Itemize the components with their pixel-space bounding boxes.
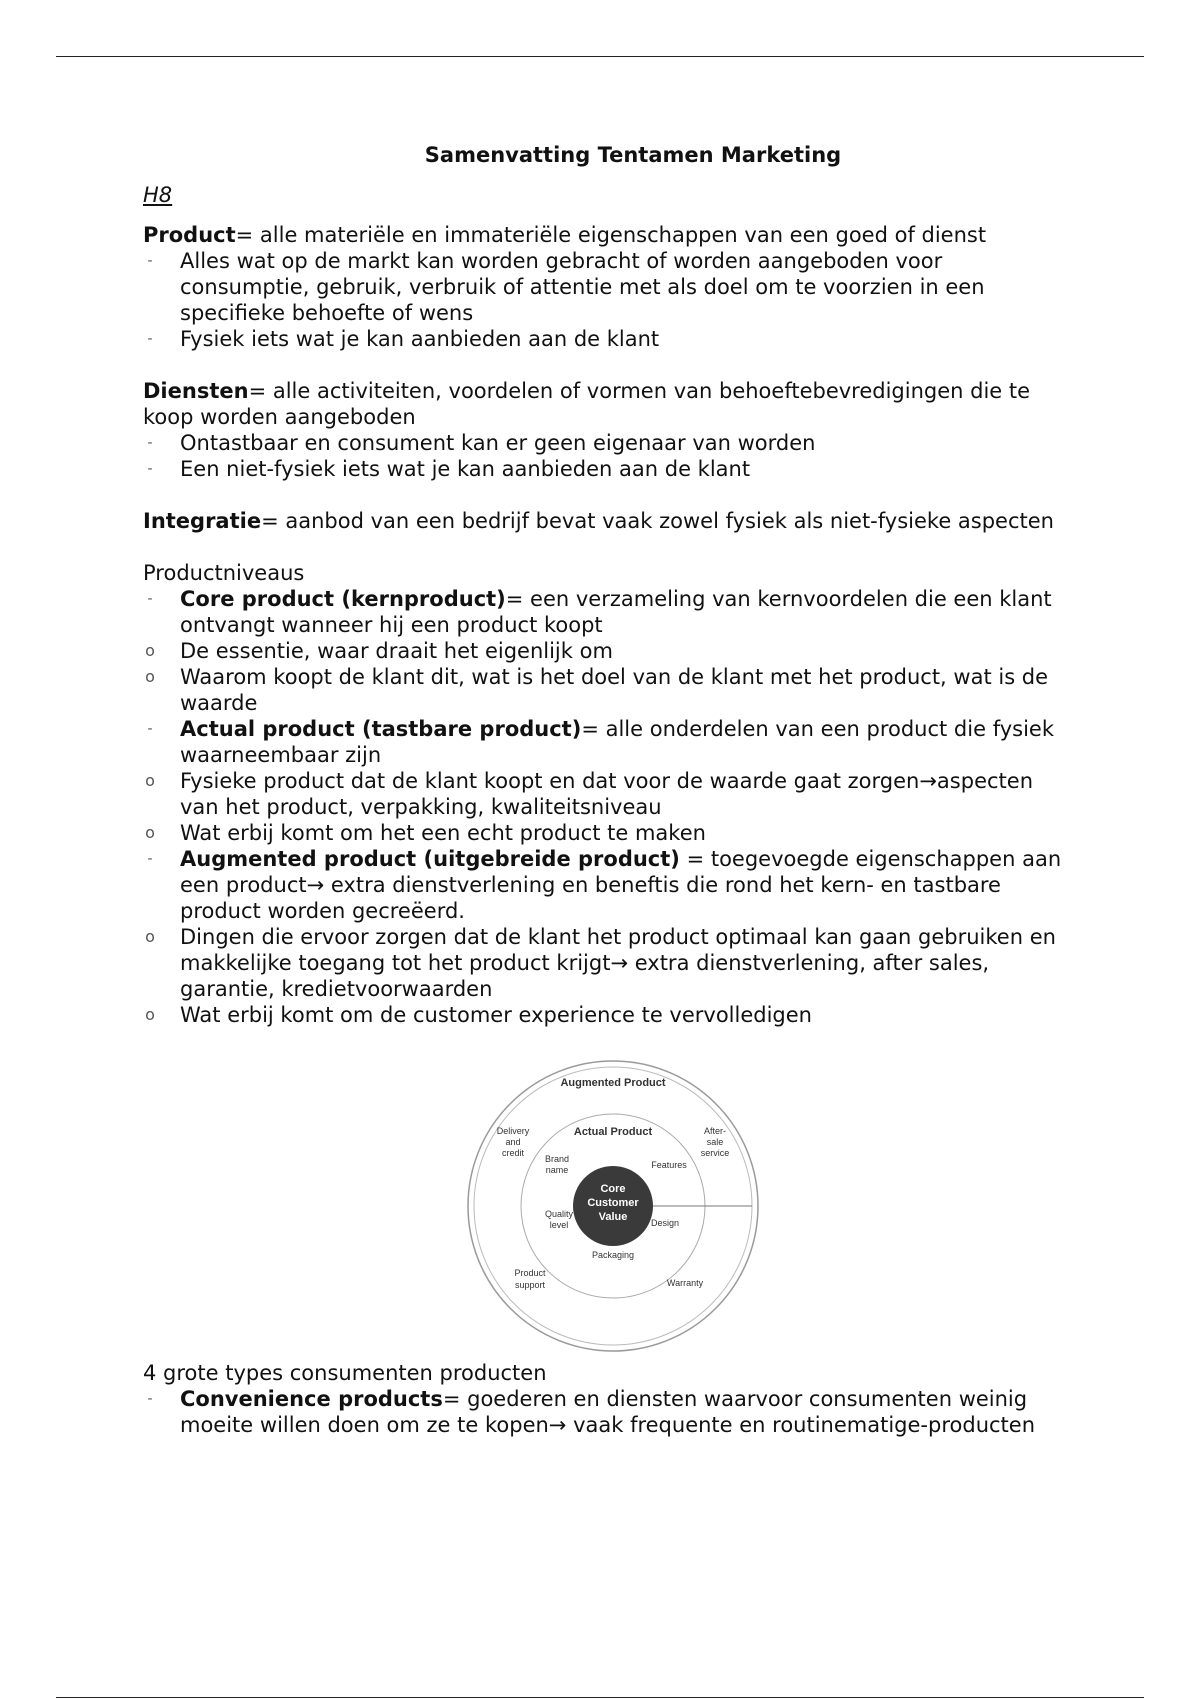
dash-marker: - bbox=[147, 1391, 153, 1407]
core-label-2: Customer bbox=[587, 1197, 639, 1209]
productniveaus-heading: Productniveaus bbox=[143, 561, 305, 585]
list-item: o Waarom koopt de klant dit, wat is het doel van de klant met het product, wat is de waarde bbox=[143, 664, 1063, 716]
core-label-1: Core bbox=[600, 1183, 626, 1195]
types-heading: 4 grote types consumenten producten bbox=[143, 1361, 547, 1385]
product-levels-figure bbox=[143, 1056, 1063, 1358]
product-definition-text: = alle materiële en immateriële eigenschappen van een goed of dienst bbox=[235, 223, 987, 247]
integratie-term: Integratie bbox=[143, 509, 262, 533]
product-definition bbox=[143, 222, 1063, 248]
diensten-bullets bbox=[143, 430, 1063, 482]
productniveaus-list bbox=[143, 586, 1063, 1028]
brand-label-1: Brand bbox=[544, 1154, 570, 1164]
circle-marker: o bbox=[145, 823, 155, 842]
delivery-label-2: and bbox=[505, 1137, 521, 1147]
support-label-2: support bbox=[514, 1280, 546, 1290]
dash-marker: - bbox=[147, 331, 153, 347]
dash-marker: - bbox=[147, 721, 153, 737]
chapter-heading: H8 bbox=[143, 183, 173, 207]
list-item-actual-product: - Actual product (tastbare product)= alle onderdelen van een product die fysiek waarneembaar zijn bbox=[143, 716, 1063, 768]
packaging-label: Packaging bbox=[591, 1250, 635, 1260]
dash-marker: - bbox=[147, 253, 153, 269]
footer-rule bbox=[56, 1697, 1144, 1698]
aftersale-label-2: sale bbox=[706, 1137, 724, 1147]
list-item: o Wat erbij komt om de customer experience te vervolledigen bbox=[143, 1002, 1063, 1028]
actual-product-label: Actual Product bbox=[573, 1126, 653, 1138]
types-list bbox=[143, 1386, 1063, 1438]
product-levels-diagram bbox=[463, 1056, 767, 1356]
diensten-term: Diensten bbox=[143, 379, 249, 403]
list-item: o De essentie, waar draait het eigenlijk om bbox=[143, 638, 1063, 664]
core-label-3: Value bbox=[598, 1211, 628, 1223]
list-item: o Wat erbij komt om het een echt product te maken bbox=[143, 820, 1063, 846]
document-title: Samenvatting Tentamen Marketing bbox=[424, 143, 842, 167]
list-item: - Alles wat op de markt kan worden gebracht of worden aangeboden voor consumptie, gebruik, verbruik of attentie met als doel om te voorzien in een specifieke behoefte of wens bbox=[143, 248, 1063, 326]
aftersale-label-1: After- bbox=[703, 1126, 727, 1136]
product-bullets bbox=[143, 248, 1063, 352]
circle-marker: o bbox=[145, 771, 155, 790]
dash-marker: - bbox=[147, 435, 153, 451]
list-item: o Fysieke product dat de klant koopt en dat voor de waarde gaat zorgen→aspecten van het product, verpakking, kwaliteitsniveau bbox=[143, 768, 1063, 820]
quality-label-1: Quality bbox=[544, 1209, 574, 1219]
list-item-convenience: - Convenience products= goederen en diensten waarvoor consumenten weinig moeite willen doen om ze te kopen→ vaak frequente en routinematige-producten bbox=[143, 1386, 1063, 1438]
quality-label-2: level bbox=[549, 1220, 569, 1230]
circle-marker: o bbox=[145, 1005, 155, 1024]
features-label: Features bbox=[651, 1160, 687, 1170]
dash-marker: - bbox=[147, 461, 153, 477]
diensten-definition bbox=[143, 378, 1063, 430]
dash-marker: - bbox=[147, 851, 153, 867]
support-label-1: Product bbox=[514, 1268, 546, 1278]
list-item-augmented-product: - Augmented product (uitgebreide product) = toegevoegde eigenschappen aan een product→ extra dienstverlening en beneftis die rond het kern- en tastbare product worden gecreëerd. bbox=[143, 846, 1063, 924]
circle-marker: o bbox=[145, 641, 155, 660]
header-rule bbox=[56, 56, 1144, 57]
list-item: - Een niet-fysiek iets wat je kan aanbieden aan de klant bbox=[143, 456, 1063, 482]
integratie-definition-text: = aanbod van een bedrijf bevat vaak zowel fysiek als niet-fysieke aspecten bbox=[261, 509, 1054, 533]
integratie-definition bbox=[143, 508, 1063, 534]
list-item-core-product: - Core product (kernproduct)= een verzameling van kernvoordelen die een klant ontvangt wanneer hij een product koopt bbox=[143, 586, 1063, 638]
augmented-product-label: Augmented Product bbox=[560, 1077, 666, 1089]
diensten-definition-text: = alle activiteiten, voordelen of vormen van behoeftebevredigingen die te koop worden aangeboden bbox=[143, 379, 1031, 429]
circle-marker: o bbox=[145, 667, 155, 686]
list-item: o Dingen die ervoor zorgen dat de klant het product optimaal kan gaan gebruiken en makkelijke toegang tot het product krijgt→ extra dienstverlening, after sales, garantie, kredietvoorwaarden bbox=[143, 924, 1063, 1002]
delivery-label-3: credit bbox=[501, 1148, 525, 1158]
list-item: - Ontastbaar en consument kan er geen eigenaar van worden bbox=[143, 430, 1063, 456]
product-term: Product bbox=[143, 223, 236, 247]
brand-label-2: name bbox=[545, 1165, 569, 1175]
circle-marker: o bbox=[145, 927, 155, 946]
warranty-label: Warranty bbox=[666, 1278, 704, 1288]
list-item: - Fysiek iets wat je kan aanbieden aan de klant bbox=[143, 326, 1063, 352]
design-label: Design bbox=[650, 1218, 680, 1228]
document-body bbox=[143, 138, 1063, 1438]
aftersale-label-3: service bbox=[700, 1148, 730, 1158]
dash-marker: - bbox=[147, 591, 153, 607]
delivery-label-1: Delivery bbox=[496, 1126, 530, 1136]
